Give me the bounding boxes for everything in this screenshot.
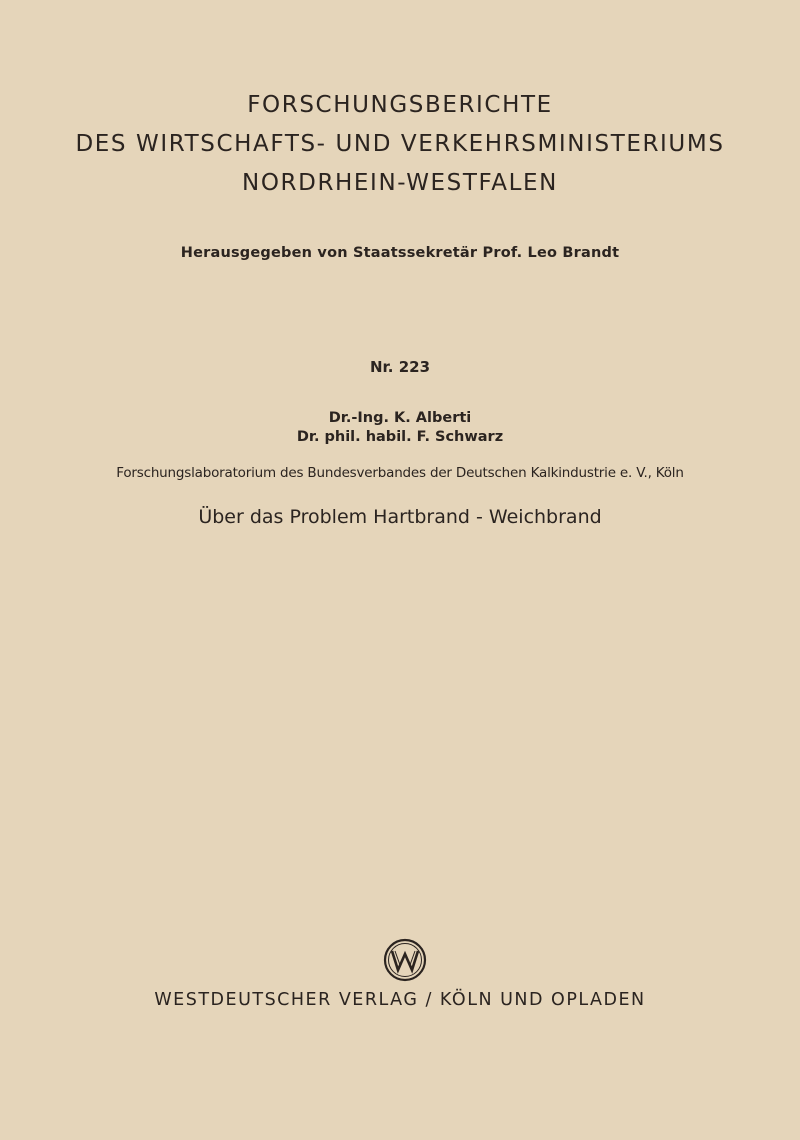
westdeutscher-verlag-logo-icon [383, 938, 427, 982]
series-title-line-1: FORSCHUNGSBERICHTE [247, 92, 553, 118]
author-2: Dr. phil. habil. F. Schwarz [296, 429, 504, 445]
publisher-line: WESTDEUTSCHER VERLAG / KÖLN UND OPLADEN [154, 990, 646, 1010]
series-title-line-2: DES WIRTSCHAFTS- UND VERKEHRSMINISTERIUMS [75, 131, 725, 157]
institute-line: Forschungslaboratorium des Bundesverbandes der Deutschen Kalkindustrie e. V., Köln [116, 465, 684, 481]
report-number: Nr. 223 [369, 358, 431, 376]
author-1: Dr.-Ing. K. Alberti [328, 410, 472, 426]
report-title: Über das Problem Hartbrand - Weichbrand [198, 506, 602, 528]
series-title-line-3: NORDRHEIN-WESTFALEN [242, 170, 558, 196]
editor-line: Herausgegeben von Staatssekretär Prof. Leo Brandt [180, 245, 620, 261]
